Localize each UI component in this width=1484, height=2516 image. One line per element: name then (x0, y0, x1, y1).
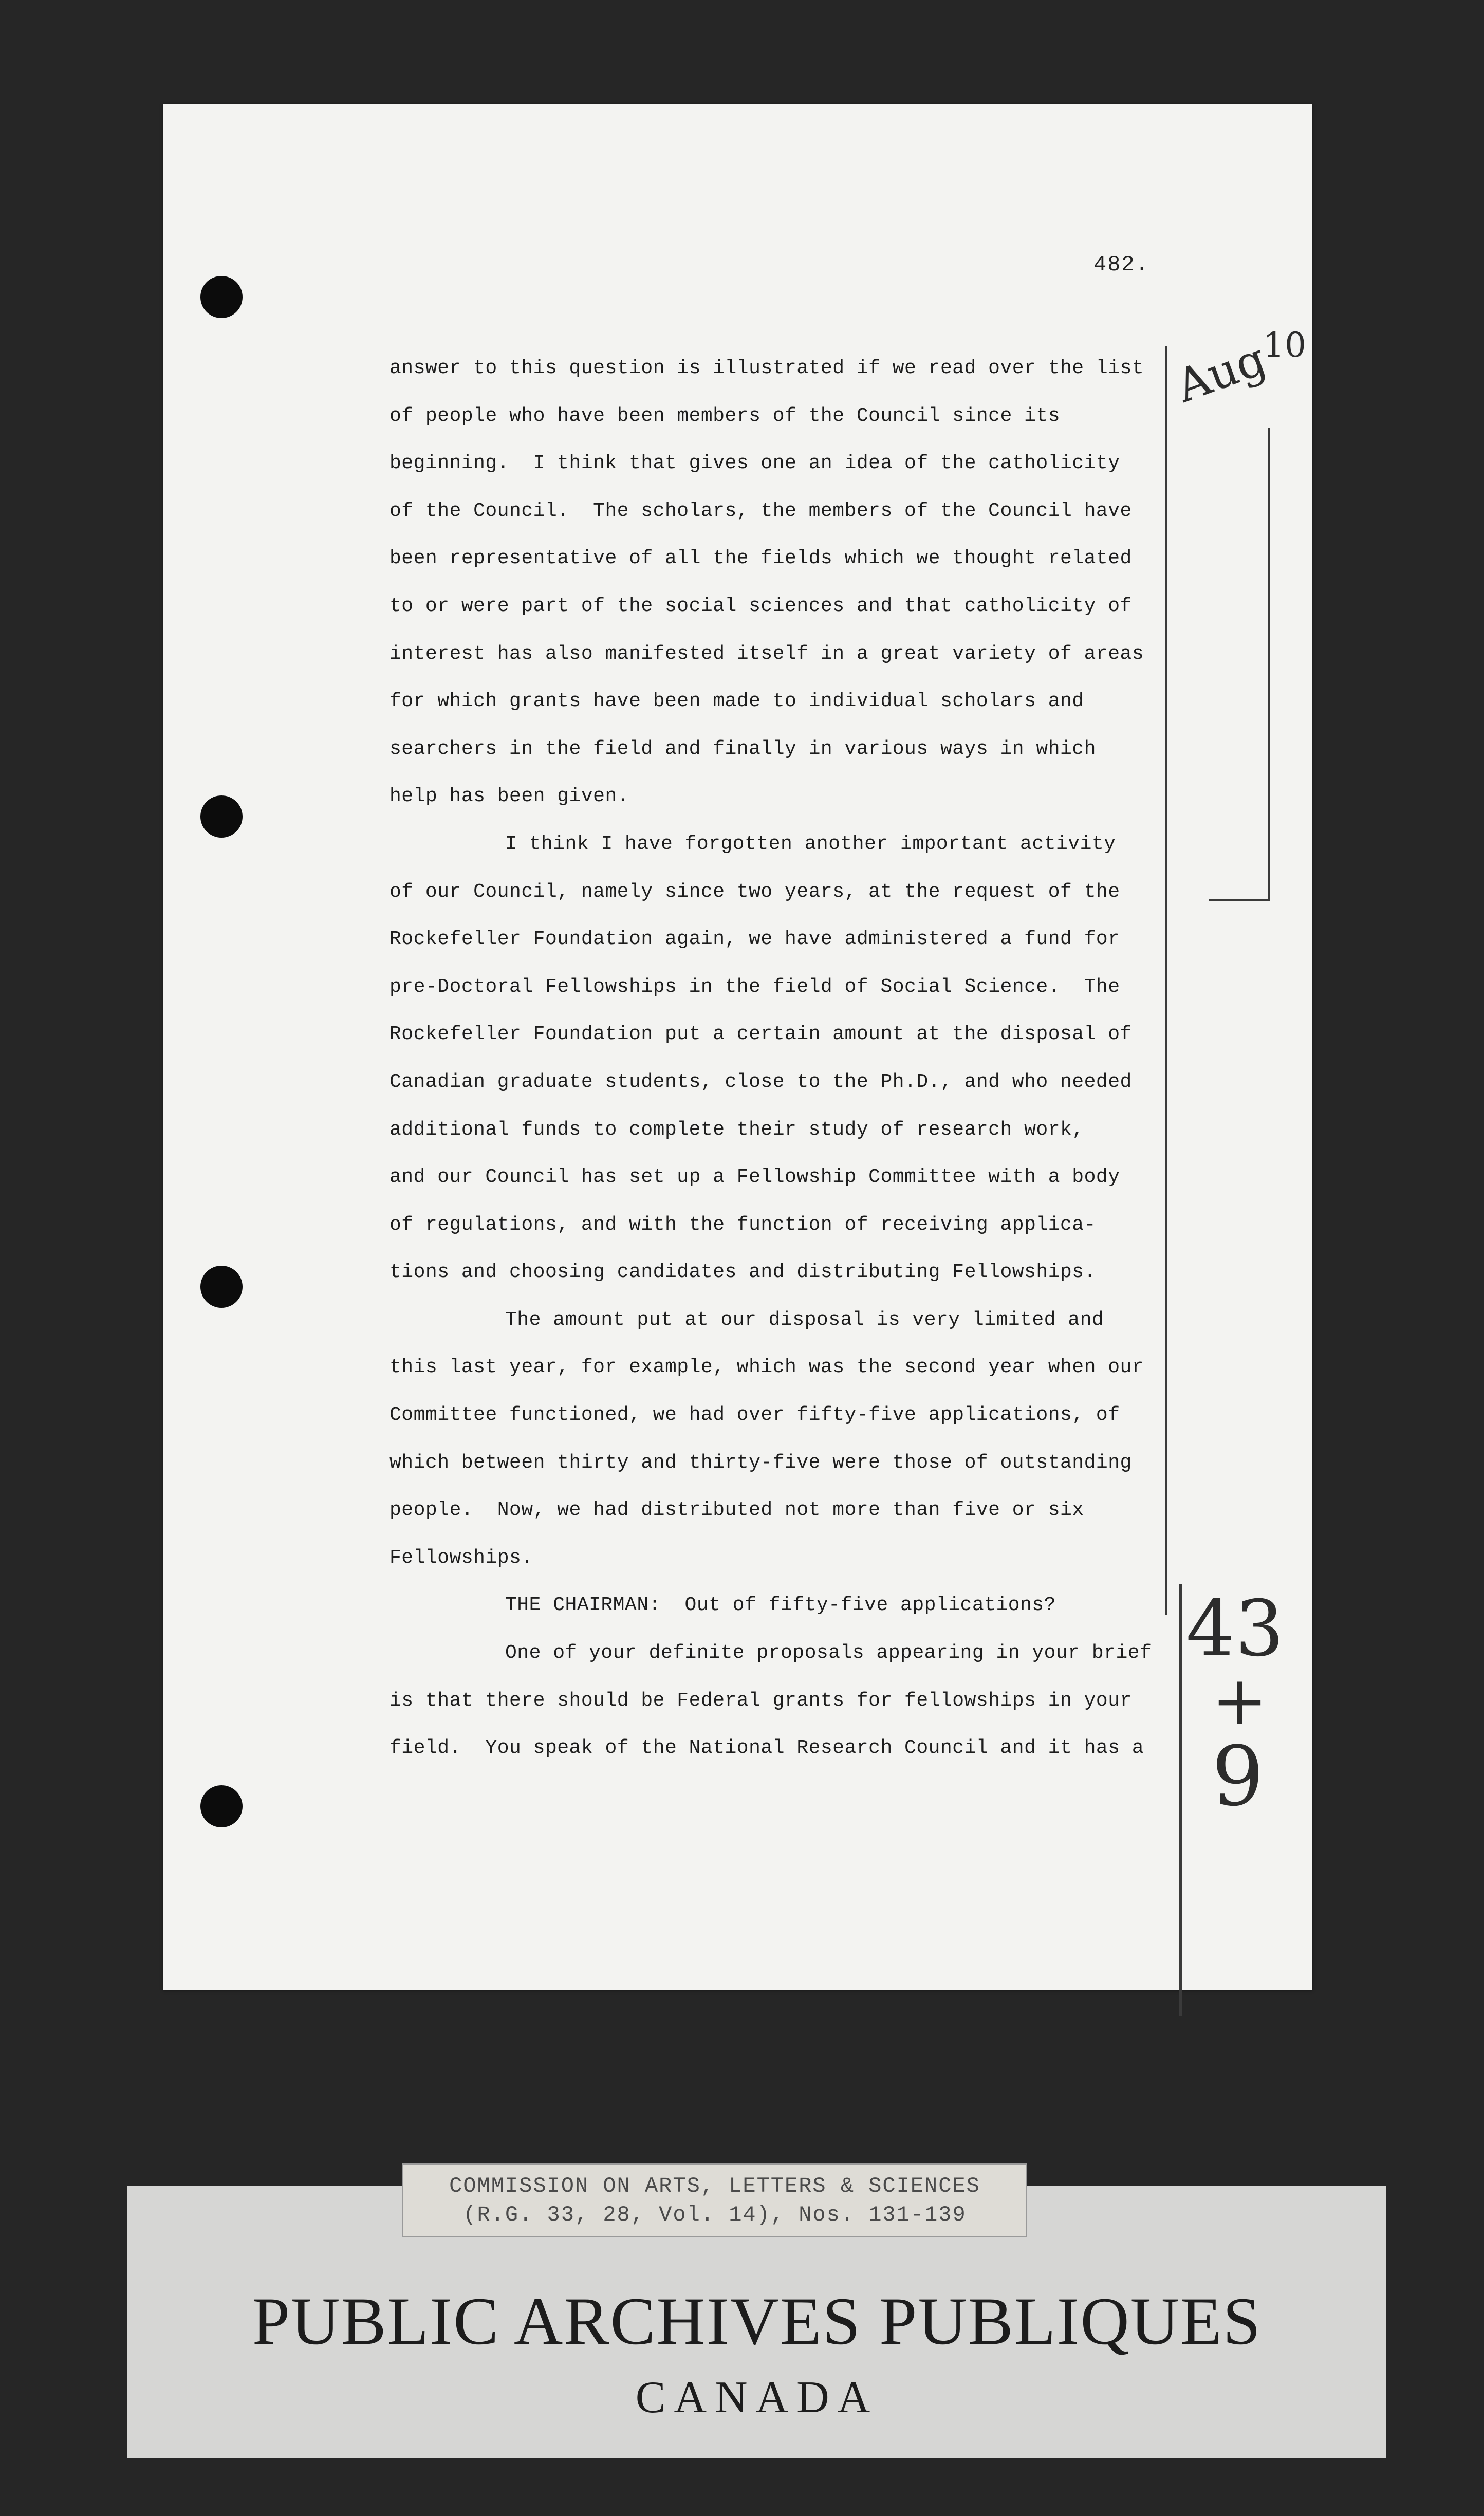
margin-bracket-line (1165, 346, 1167, 1615)
margin-bracket-line (1209, 899, 1270, 901)
text-line: to or were part of the social sciences and that catholicity of (389, 595, 1132, 617)
archive-label-line: (R.G. 33, 28, Vol. 14), Nos. 131-139 (463, 2203, 967, 2227)
text-line: for which grants have been made to individual scholars and (389, 690, 1084, 713)
text-line: of people who have been members of the Council since its (389, 404, 1061, 427)
text-line: Rockefeller Foundation again, we have administered a fund for (389, 928, 1120, 951)
text-line: Rockefeller Foundation put a certain amount at the disposal of (389, 1023, 1132, 1046)
handwritten-number-note: 10 (1263, 325, 1306, 365)
page-number: 482. (1093, 252, 1149, 277)
text-line: field. You speak of the National Research Council and it has a (389, 1737, 1144, 1760)
punch-hole (200, 1266, 243, 1308)
margin-bracket-line (1268, 428, 1270, 901)
handwritten-date-note: Aug (1169, 331, 1273, 413)
archive-label-line: COMMISSION ON ARTS, LETTERS & SCIENCES (449, 2174, 980, 2198)
text-line: help has been given. (389, 785, 629, 808)
text-line: is that there should be Federal grants for fellowships in your (389, 1689, 1132, 1712)
archive-label-slip (402, 2163, 1027, 2237)
handwritten-count-top: 43 (1186, 1584, 1284, 1674)
text-line: Canadian graduate students, close to the Ph.D., and who needed (389, 1070, 1132, 1093)
text-line: Fellowships. (389, 1546, 533, 1569)
text-line: of our Council, namely since two years, at the request of the (389, 880, 1120, 903)
margin-bracket-line (1179, 1584, 1182, 2016)
text-line: of the Council. The scholars, the members of the Council have (389, 499, 1132, 522)
text-line: been representative of all the fields which we thought related (389, 547, 1132, 570)
text-line: interest has also manifested itself in a great variety of areas (389, 642, 1144, 665)
handwritten-plus-sign: + (1212, 1661, 1268, 1740)
handwritten-count-bottom: 9 (1212, 1728, 1264, 1824)
archive-stamp-country: CANADA (635, 2373, 879, 2422)
text-line: The amount put at our disposal is very limited and (505, 1308, 1104, 1331)
text-line: THE CHAIRMAN: Out of fifty-five applications? (505, 1594, 1056, 1617)
transcript-text (389, 345, 1171, 1772)
text-line: Committee functioned, we had over fifty-five applications, of (389, 1404, 1120, 1427)
text-line: of regulations, and with the function of receiving applica- (389, 1213, 1096, 1236)
text-line: additional funds to complete their study of research work, (389, 1118, 1084, 1141)
text-line: and our Council has set up a Fellowship Committee with a body (389, 1166, 1120, 1189)
text-line: One of your definite proposals appearing in your brief (505, 1642, 1152, 1664)
text-line: this last year, for example, which was the second year when our (389, 1356, 1144, 1379)
punch-hole (200, 795, 243, 838)
text-line: tions and choosing candidates and distributing Fellowships. (389, 1261, 1096, 1284)
text-line: I think I have forgotten another important activity (505, 832, 1116, 855)
text-line: beginning. I think that gives one an idea of the catholicity (389, 452, 1120, 475)
text-line: which between thirty and thirty-five were those of outstanding (389, 1451, 1132, 1474)
text-line: people. Now, we had distributed not more than five or six (389, 1499, 1084, 1522)
punch-hole (200, 276, 243, 318)
text-line: searchers in the field and finally in various ways in which (389, 737, 1096, 760)
text-line: answer to this question is illustrated if we read over the list (389, 357, 1144, 379)
archive-stamp-title: PUBLIC ARCHIVES PUBLIQUES (252, 2283, 1262, 2359)
document-page (163, 104, 1312, 1990)
text-line: pre-Doctoral Fellowships in the field of Social Science. The (389, 975, 1120, 998)
punch-hole (200, 1785, 243, 1827)
